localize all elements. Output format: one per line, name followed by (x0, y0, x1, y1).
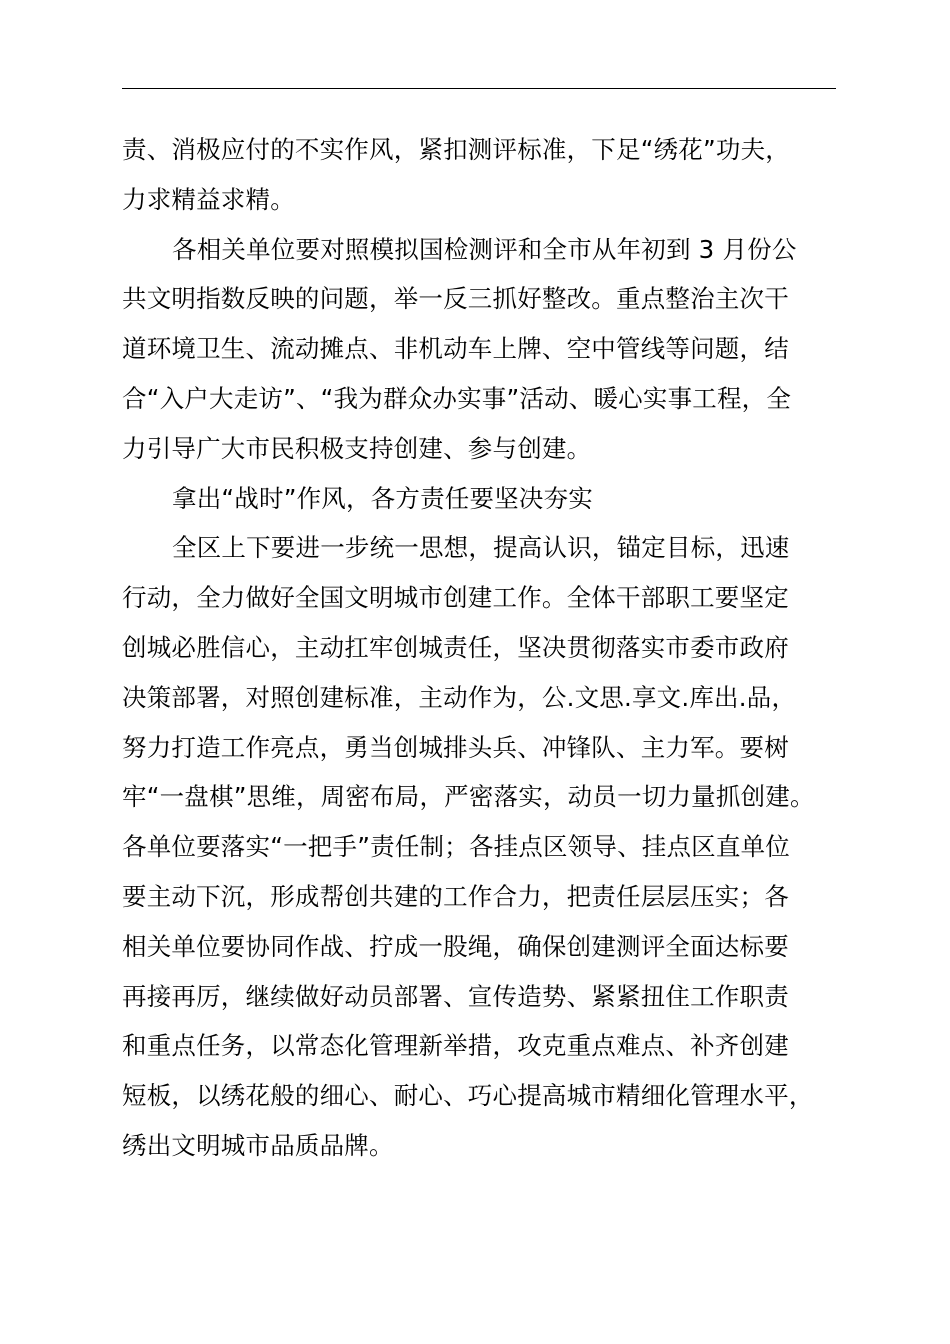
text-line: 短板，以绣花般的细心、耐心、巧心提高城市精细化管理水平， (122, 1081, 814, 1111)
header-rule (122, 88, 836, 89)
document-body (122, 125, 860, 1171)
text-line: 力求精益求精。 (122, 184, 295, 214)
text-line: 道环境卫生、流动摊点、非机动车上牌、空中管线等问题，结 (122, 334, 789, 364)
text-line: 和重点任务，以常态化管理新举措，攻克重点难点、补齐创建 (122, 1031, 789, 1061)
text-line: 行动，全力做好全国文明城市创建工作。全体干部职工要坚定 (122, 583, 789, 613)
text-line: 要主动下沉，形成帮创共建的工作合力，把责任层层压实；各 (122, 881, 789, 911)
text-line: 创城必胜信心，主动扛牢创城责任，坚决贯彻落实市委市政府 (122, 632, 789, 662)
text-line: 各单位要落实“一把手”责任制；各挂点区领导、挂点区直单位 (122, 832, 790, 862)
text-line: 再接再厉，继续做好动员部署、宣传造势、紧紧扭住工作职责 (122, 981, 789, 1011)
text-line: 共文明指数反映的问题，举一反三抓好整改。重点整治主次干 (122, 284, 789, 314)
section-heading: 拿出“战时”作风，各方责任要坚决夯实 (172, 483, 593, 513)
text-line: 合“入户大走访”、“我为群众办实事”活动、暖心实事工程，全 (122, 383, 792, 413)
text-line: 相关单位要协同作战、拧成一股绳，确保创建测评全面达标要 (122, 931, 789, 961)
text-line: 努力打造工作亮点，勇当创城排头兵、冲锋队、主力军。要树 (122, 732, 789, 762)
text-line: 牢“一盘棋”思维，周密布局，严密落实，动员一切力量抓创建。 (122, 782, 815, 812)
text-line: 决策部署，对照创建标准，主动作为，公.文思.享文.库出.品， (122, 682, 797, 712)
text-line: 力引导广大市民积极支持创建、参与创建。 (122, 433, 592, 463)
text-line: 责、消极应付的不实作风，紧扣测评标准，下足“绣花”功夫， (122, 135, 790, 164)
text-line: 绣出文明城市品质品牌。 (122, 1130, 394, 1160)
paragraph-start-line: 各相关单位要对照模拟国检测评和全市从年初到 3 月份公 (172, 234, 797, 264)
paragraph-start-line: 全区上下要进一步统一思想，提高认识，锚定目标，迅速 (172, 533, 790, 563)
